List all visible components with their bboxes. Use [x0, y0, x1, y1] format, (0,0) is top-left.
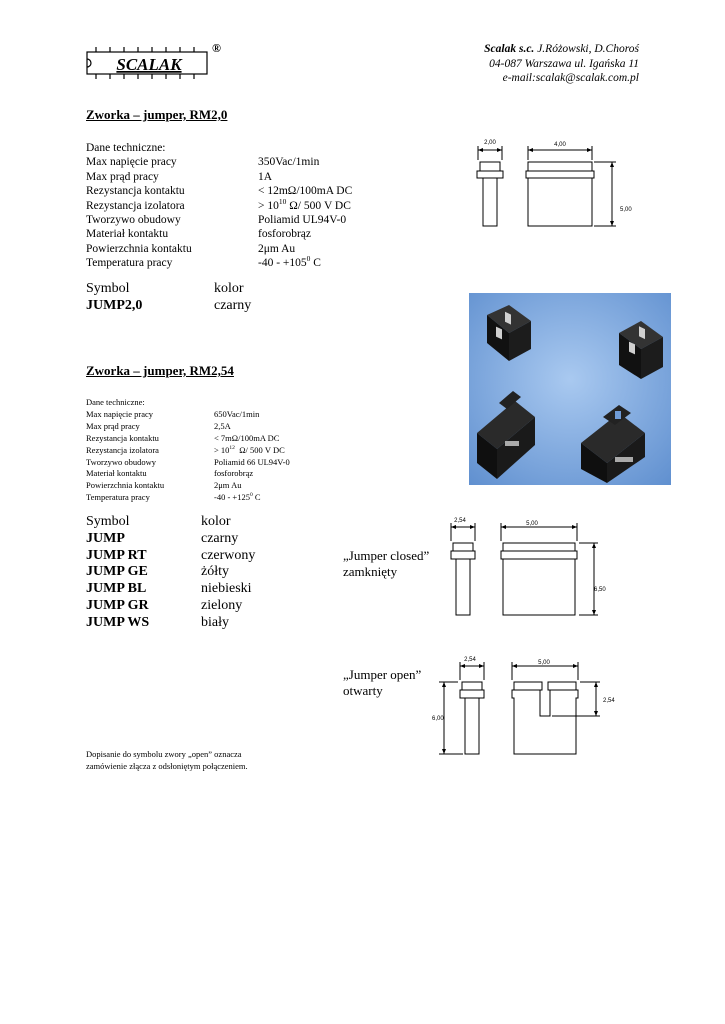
spec-value — [214, 468, 253, 480]
logo-chip-graphic — [86, 47, 208, 79]
company-email: e-mail:scalak@scalak.com.pl — [502, 72, 639, 84]
spec-value-main: 2μm Au — [214, 480, 242, 491]
color-header: kolor — [214, 281, 244, 296]
spec-value — [258, 213, 346, 227]
spec-value — [214, 457, 290, 469]
spec-label: Rezystancja kontaktu — [86, 432, 159, 443]
note-line-2: zamówienie złącza z odsłoniętym połączeniem. — [86, 761, 248, 771]
symbol-header: Symbol — [86, 514, 130, 529]
jumper-closed-label-en: „Jumper closed” — [343, 548, 430, 563]
spec-label: Rezystancja kontaktu — [86, 185, 185, 198]
jump2-0-dimension-drawing — [470, 134, 640, 254]
dim-pitch-label: 2,54 — [454, 518, 466, 524]
specs-heading: Dane techniczne: — [86, 397, 145, 407]
symbol-color: czarny — [201, 530, 239, 546]
spec-row — [86, 445, 290, 457]
spec-value-main: 2μm Au — [258, 242, 296, 255]
spec-label: Tworzywo obudowy — [86, 214, 181, 227]
spec-value-main: > 10 — [258, 199, 279, 212]
spec-label: Rezystancja izolatora — [86, 199, 185, 212]
spec-label: Max prąd pracy — [86, 420, 140, 431]
jumper-closed-label-pl: zamknięty — [343, 564, 398, 579]
spec-value-exponent: 10 — [278, 196, 287, 206]
spec-value — [258, 155, 319, 169]
spec-label: Materiał kontaktu — [86, 468, 147, 479]
spec-label: Powierzchnia kontaktu — [86, 242, 192, 255]
symbol-header: Symbol — [86, 281, 130, 296]
company-name: Scalak s.c. — [484, 43, 535, 55]
symbol-color: biały — [201, 614, 229, 630]
spec-value-unit: C — [252, 492, 261, 503]
spec-row — [86, 480, 290, 492]
spec-row — [86, 170, 352, 184]
spec-value-main: Poliamid UL94V-0 — [258, 214, 347, 227]
dim-pitch-label: 2,54 — [464, 657, 476, 663]
spec-label: Powierzchnia kontaktu — [86, 480, 165, 491]
spec-label: Max napięcie pracy — [86, 408, 154, 419]
section2-title: Zworka – jumper, RM2,54 — [86, 363, 234, 378]
symbol-code: JUMP BL — [86, 581, 147, 597]
color-header: kolor — [201, 514, 231, 529]
section1-title: Zworka – jumper, RM2,0 — [86, 107, 228, 122]
spec-label: Temperatura pracy — [86, 257, 173, 270]
jumper-photo-graphic — [469, 293, 671, 485]
specs-heading: Dane techniczne: — [86, 142, 166, 154]
spec-row — [86, 227, 352, 241]
spec-label: Max napięcie pracy — [86, 156, 177, 169]
company-address: 04-087 Warszawa ul. Igańska 11 — [489, 57, 639, 70]
spec-value-unit: C — [310, 257, 321, 270]
open-order-note — [86, 748, 248, 772]
symbol-row — [86, 581, 255, 598]
symbol-code: JUMP2,0 — [86, 297, 143, 313]
symbol-code: JUMP RT — [86, 547, 147, 563]
symbol-code: JUMP GE — [86, 564, 148, 580]
dim-width-label: 5,00 — [526, 521, 538, 527]
spec-value-main: > 10 — [214, 444, 230, 455]
symbol-row — [86, 598, 255, 615]
spec-value — [214, 445, 285, 457]
spec-value-main: -40 - +105 — [258, 257, 307, 270]
symbol-row — [86, 531, 255, 548]
dim-height-label: 6,50 — [594, 587, 606, 593]
symbol-table-header — [86, 281, 251, 298]
spec-value-main: fosforobrąz — [214, 468, 254, 479]
company-info — [484, 42, 639, 86]
spec-value-main: 650Vac/1min — [214, 408, 260, 419]
jumper-closed-label — [343, 548, 429, 580]
section1-specs — [86, 141, 352, 271]
jumper-closed-dimension-drawing — [440, 513, 615, 623]
company-line — [484, 42, 639, 57]
symbol-color: zielony — [201, 597, 243, 613]
spec-row — [86, 213, 352, 227]
spec-value-main: < 12mΩ/100mA DC — [258, 185, 353, 198]
spec-value-exponent: 12 — [229, 444, 235, 451]
spec-row — [86, 468, 290, 480]
dim-height-left-label: 6,00 — [432, 716, 444, 722]
spec-value — [258, 256, 321, 270]
spec-value — [258, 184, 352, 198]
spec-value-main: -40 - +125 — [214, 492, 250, 503]
scalak-logo — [86, 47, 208, 79]
spec-value-main: 350Vac/1min — [258, 156, 320, 169]
jumper-open-dimension-drawing — [430, 652, 625, 762]
symbol-row — [86, 615, 255, 632]
spec-row — [86, 155, 352, 169]
jumper-open-label-en: „Jumper open” — [343, 667, 422, 682]
spec-row — [86, 256, 352, 270]
dim-pitch-label: 2,00 — [484, 140, 496, 146]
spec-label: Tworzywo obudowy — [86, 456, 156, 467]
symbol-row — [86, 548, 255, 565]
spec-label: Materiał kontaktu — [86, 228, 169, 241]
section2-symbol-table — [86, 514, 255, 632]
symbol-color: czerwony — [201, 547, 256, 563]
symbol-color: czarny — [214, 297, 252, 313]
symbol-table-header — [86, 514, 255, 531]
spec-row — [86, 433, 290, 445]
symbol-code: JUMP — [86, 530, 125, 546]
jumper-photo — [469, 293, 671, 485]
symbol-row — [86, 564, 255, 581]
spec-label: Temperatura pracy — [86, 492, 150, 503]
dim-width-label: 4,00 — [554, 142, 566, 148]
spec-value-main: 1A — [258, 170, 273, 183]
symbol-code: JUMP WS — [86, 614, 150, 630]
spec-value-unit: Ω/ 500 V DC — [234, 444, 285, 455]
spec-row — [86, 409, 290, 421]
spec-row — [86, 184, 352, 198]
spec-value — [214, 433, 279, 445]
jumper-open-label-pl: otwarty — [343, 683, 383, 698]
spec-label: Max prąd pracy — [86, 170, 159, 183]
spec-value — [214, 480, 241, 492]
spec-value — [258, 227, 311, 241]
section1-symbol-table — [86, 281, 251, 315]
spec-value-main: Poliamid 66 UL94V-0 — [214, 456, 290, 467]
spec-value — [258, 170, 272, 184]
logo-text: SCALAK — [116, 55, 182, 74]
registered-mark: ® — [212, 41, 221, 55]
spec-value-exponent: 0 — [306, 254, 311, 264]
symbol-code: JUMP GR — [86, 597, 149, 613]
note-line-1: Dopisanie do symbolu zwory „open” oznacza — [86, 749, 242, 759]
spec-row — [86, 242, 352, 256]
spec-value-exponent: 0 — [249, 492, 253, 499]
spec-row — [86, 492, 290, 504]
jumper-open-label — [343, 667, 421, 699]
spec-value — [214, 421, 231, 433]
symbol-color: niebieski — [201, 581, 252, 597]
spec-value-unit: Ω/ 500 V DC — [286, 199, 351, 212]
spec-value-main: fosforobrąz — [258, 228, 312, 241]
symbol-color: żółty — [201, 564, 229, 580]
spec-value — [258, 242, 295, 256]
spec-label: Rezystancja izolatora — [86, 444, 159, 455]
dim-width-label: 5,00 — [538, 660, 550, 666]
spec-row — [86, 196, 352, 213]
dim-height-label: 5,00 — [620, 207, 632, 213]
spec-value — [258, 196, 351, 213]
spec-value — [214, 409, 259, 421]
section2-specs — [86, 397, 290, 504]
symbol-row — [86, 298, 251, 315]
spec-row — [86, 457, 290, 469]
spec-value-main: < 7mΩ/100mA DC — [214, 432, 280, 443]
spec-value-main: 2,5A — [214, 420, 231, 431]
spec-value — [214, 492, 261, 504]
company-owners: J.Różowski, D.Choroś — [534, 43, 639, 55]
dim-height-right-label: 2,54 — [603, 698, 615, 704]
spec-row — [86, 421, 290, 433]
